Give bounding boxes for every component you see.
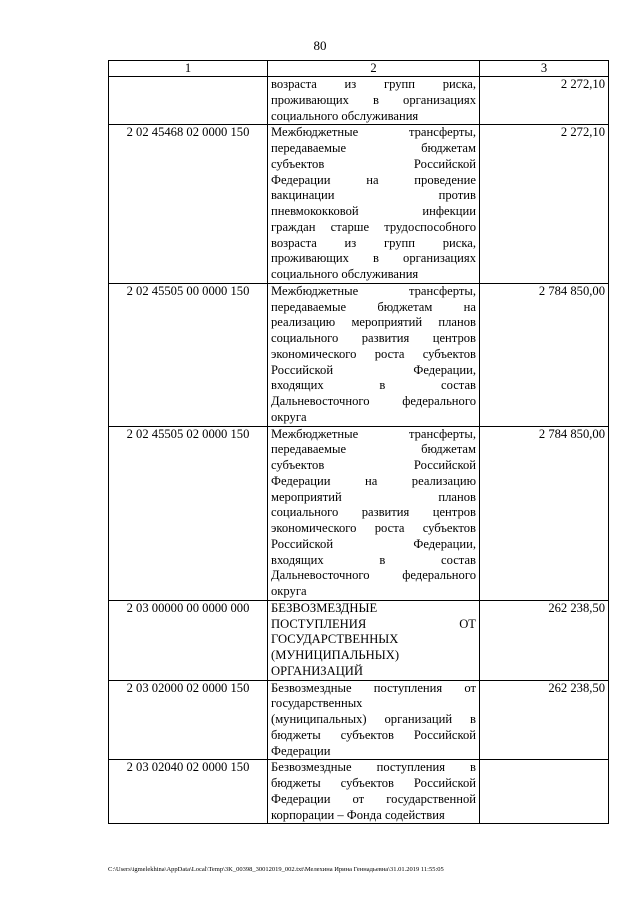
budget-code-cell xyxy=(109,77,268,125)
table-row xyxy=(109,77,609,125)
revenue-name-line: бюджеты субъектов Российской xyxy=(271,727,476,742)
revenue-name-line: проживающих в организациях xyxy=(271,251,476,266)
revenue-name-line: ПОСТУПЛЕНИЯ ОТ xyxy=(271,616,476,631)
amount-cell: 2 784 850,00 xyxy=(480,283,609,426)
revenue-name-line: Межбюджетные трансферты, xyxy=(271,426,476,441)
revenue-name-line: Российской Федерации, xyxy=(271,362,476,377)
revenue-name-line: Федерации на проведение xyxy=(271,172,476,187)
table-row xyxy=(109,125,609,284)
revenue-name-line: социального развития центров xyxy=(271,331,476,345)
revenue-name-line: вакцинации против xyxy=(271,188,476,203)
revenue-name-line: государственных xyxy=(271,696,363,711)
revenue-name-line: Межбюджетные трансферты, xyxy=(271,125,476,140)
revenue-name-line: социального обслуживания xyxy=(271,108,419,123)
revenue-name-cell xyxy=(268,600,480,680)
revenue-name-line: входящих в состав xyxy=(271,378,476,393)
budget-code-cell: 2 03 02040 02 0000 150 xyxy=(109,760,268,824)
revenue-name-line: передаваемые бюджетам на xyxy=(271,299,476,314)
revenue-name-line: мероприятий планов xyxy=(271,489,476,504)
revenue-name-line: Федерации от государственной xyxy=(271,791,476,806)
revenue-name-line: корпорации – Фонда содействия xyxy=(271,807,445,822)
revenue-name-line: социального обслуживания xyxy=(271,267,419,281)
amount-cell: 262 238,50 xyxy=(480,680,609,760)
amount-cell xyxy=(480,760,609,824)
budget-code-cell: 2 02 45505 00 0000 150 xyxy=(109,283,268,426)
revenue-name-cell xyxy=(268,680,480,760)
amount-cell: 2 784 850,00 xyxy=(480,426,609,600)
file-path-footer: C:\Users\igmelekhina\AppData\Local\Temp\3K_00398_30012019_002.txt\Мелехина Ирина Геннадьевна\31.01.2019 11:55:05 xyxy=(108,866,444,873)
revenue-name-line: Дальневосточного федерального xyxy=(271,394,476,408)
table-row xyxy=(109,600,609,680)
revenue-name-line: БЕЗВОЗМЕЗДНЫЕ xyxy=(271,600,378,615)
revenue-name-cell xyxy=(268,125,480,284)
page-number: 80 xyxy=(313,38,327,53)
column-header-code: 1 xyxy=(109,61,268,77)
revenue-name-line: возраста из групп риска, xyxy=(271,77,476,91)
revenue-name-line: округа xyxy=(271,409,307,424)
table-row xyxy=(109,426,609,600)
revenue-name-line: бюджеты субъектов Российской xyxy=(271,776,476,790)
revenue-name-line: граждан старше трудоспособного xyxy=(271,219,476,234)
revenue-name-line: возраста из групп риска, xyxy=(271,235,476,250)
revenue-name-cell xyxy=(268,760,480,824)
revenue-table xyxy=(108,60,609,824)
revenue-name-cell xyxy=(268,77,480,125)
column-header-amount: 3 xyxy=(480,61,609,77)
revenue-name-cell xyxy=(268,426,480,600)
revenue-name-line: Межбюджетные трансферты, xyxy=(271,283,476,298)
revenue-name-line: социального развития центров xyxy=(271,505,476,520)
table-header-row xyxy=(109,61,609,77)
revenue-name-line: входящих в состав xyxy=(271,552,476,567)
budget-code-cell: 2 03 02000 02 0000 150 xyxy=(109,680,268,760)
revenue-name-line: субъектов Российской xyxy=(271,458,476,472)
budget-code-cell: 2 02 45468 02 0000 150 xyxy=(109,125,268,284)
revenue-name-line: ГОСУДАРСТВЕННЫХ xyxy=(271,632,399,647)
revenue-name-line: Безвозмездные поступления в xyxy=(271,760,476,775)
table-row xyxy=(109,283,609,426)
revenue-name-line: (МУНИЦИПАЛЬНЫХ) xyxy=(271,648,400,662)
revenue-name-line: (муниципальных) организаций в xyxy=(271,712,476,726)
amount-cell: 2 272,10 xyxy=(480,77,609,125)
revenue-name-line: экономического роста субъектов xyxy=(271,521,476,535)
revenue-name-line: передаваемые бюджетам xyxy=(271,442,476,457)
revenue-name-line: округа xyxy=(271,584,307,598)
revenue-name-line: Федерации на реализацию xyxy=(271,473,476,488)
budget-code-cell: 2 03 00000 00 0000 000 xyxy=(109,600,268,680)
revenue-name-line: Федерации xyxy=(271,743,331,758)
revenue-name-line: Дальневосточного федерального xyxy=(271,568,476,583)
revenue-name-line: Безвозмездные поступления от xyxy=(271,680,476,695)
revenue-name-line: реализацию мероприятий планов xyxy=(271,315,476,330)
revenue-name-line: передаваемые бюджетам xyxy=(271,141,476,155)
revenue-name-line: пневмококковой инфекции xyxy=(271,204,476,218)
amount-cell: 2 272,10 xyxy=(480,125,609,284)
table-row xyxy=(109,760,609,824)
revenue-name-cell xyxy=(268,283,480,426)
column-header-name: 2 xyxy=(268,61,480,77)
revenue-name-line: проживающих в организациях xyxy=(271,92,476,107)
budget-code-cell: 2 02 45505 02 0000 150 xyxy=(109,426,268,600)
amount-cell: 262 238,50 xyxy=(480,600,609,680)
revenue-name-line: Российской Федерации, xyxy=(271,536,476,551)
revenue-name-line: субъектов Российской xyxy=(271,156,476,171)
revenue-name-line: экономического роста субъектов xyxy=(271,346,476,361)
revenue-name-line: ОРГАНИЗАЦИЙ xyxy=(271,663,363,678)
table-row xyxy=(109,680,609,760)
